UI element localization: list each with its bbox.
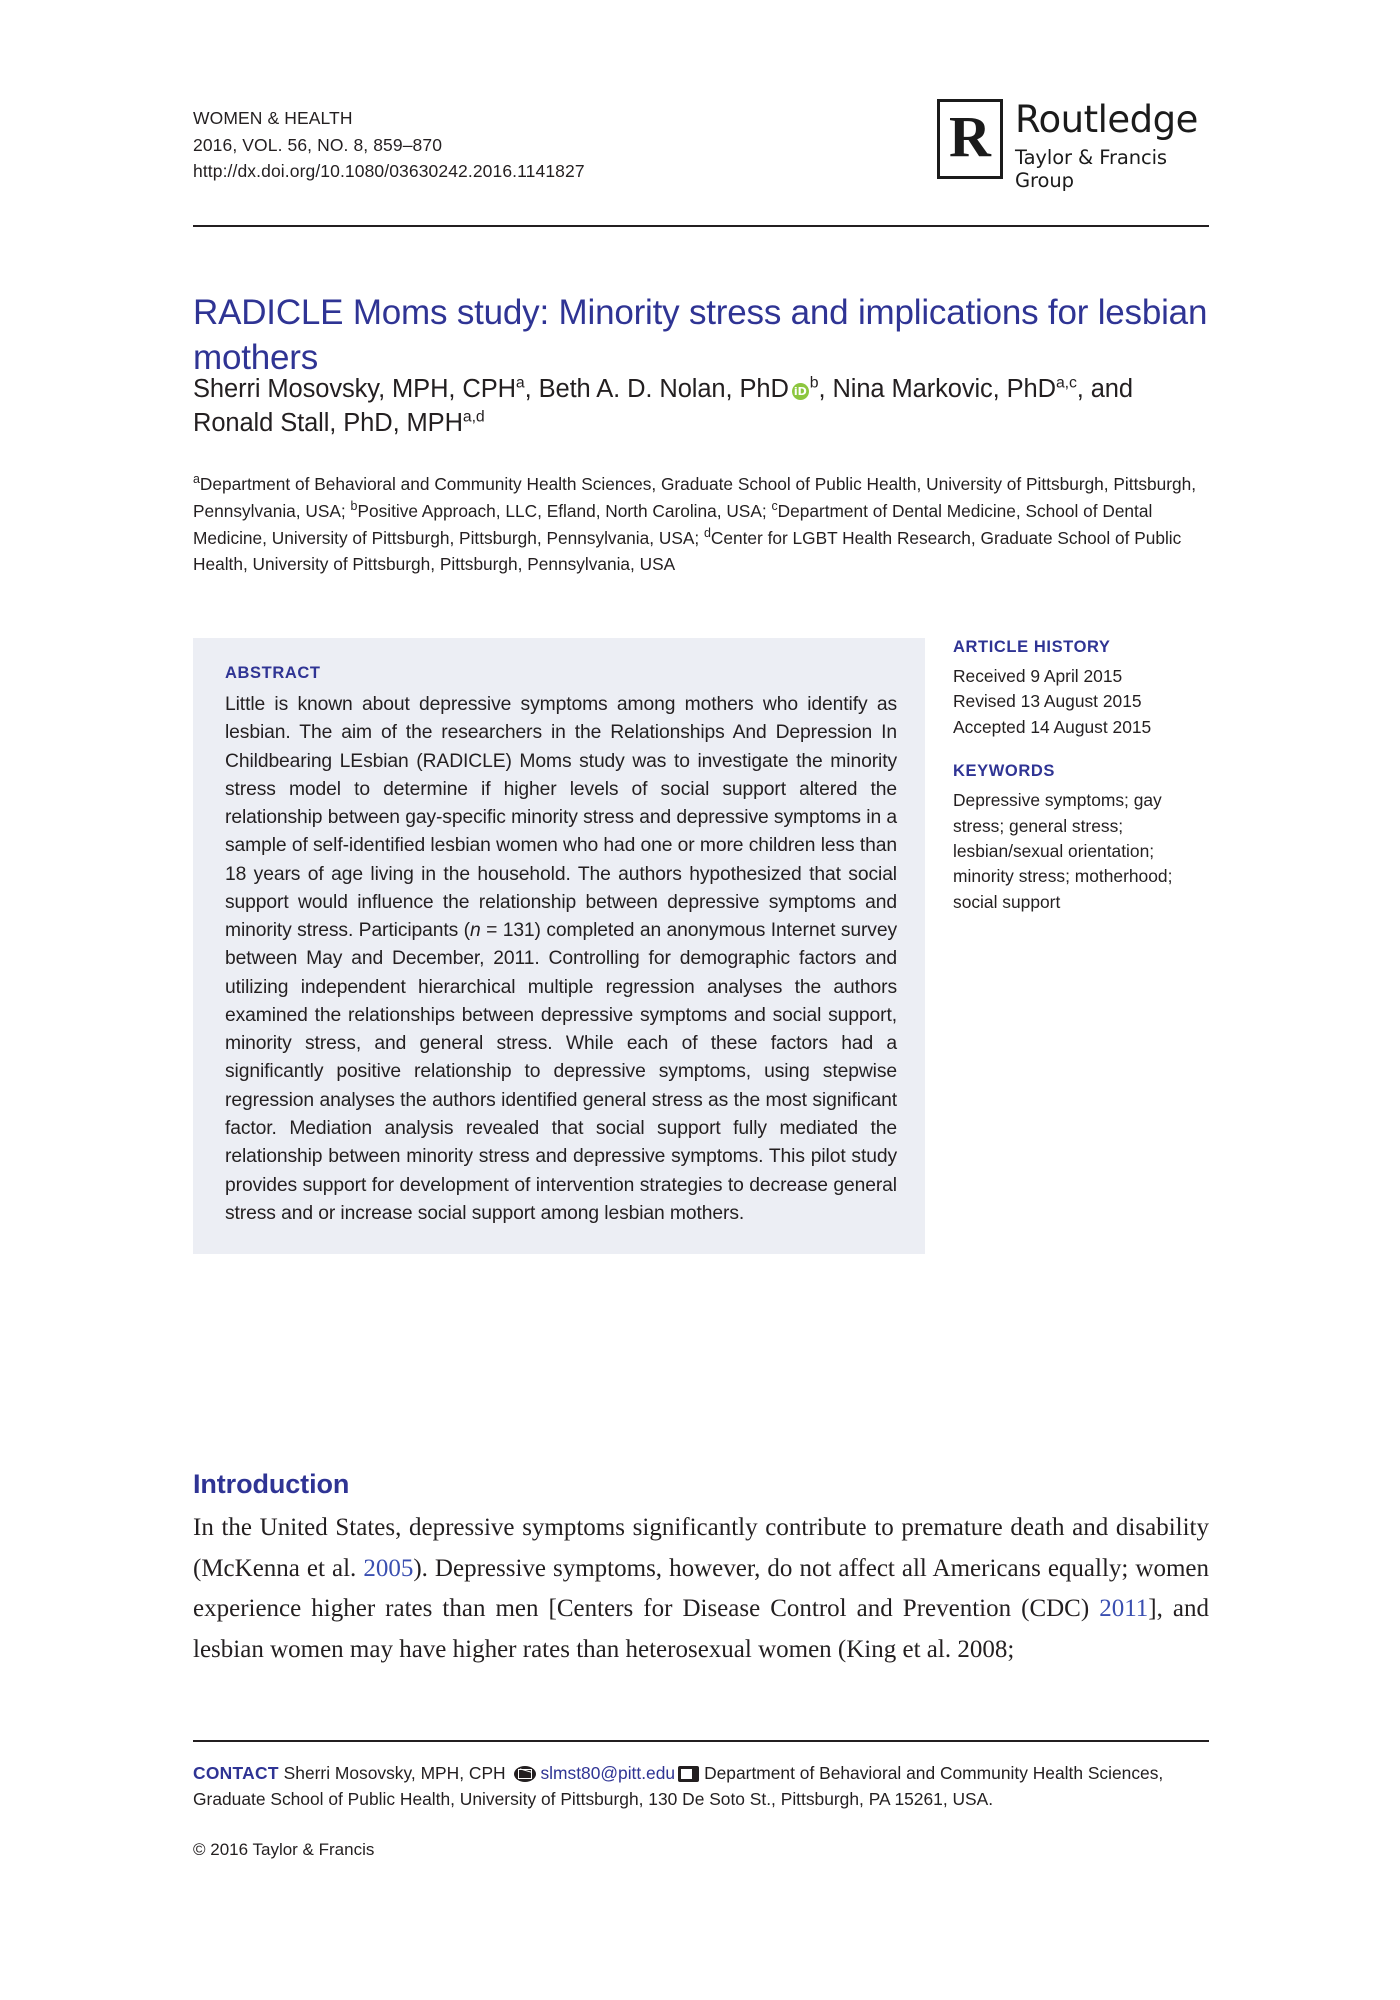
author-list xyxy=(193,372,1209,440)
journal-meta xyxy=(193,105,585,185)
author-separator-3: , and Ronald Stall, PhD, MPH xyxy=(193,375,1133,438)
abstract-panel xyxy=(193,638,925,1254)
contact-address: Department of Behavioral and Community Health Sciences, Graduate School of Public Health, University of Pittsburgh, 130 De Soto St., Pittsburgh, PA 15261, USA. xyxy=(193,1763,1164,1810)
introduction-paragraph xyxy=(193,1508,1209,1670)
header-divider xyxy=(193,225,1209,227)
author-separator-2: , Nina Markovic, PhD xyxy=(818,375,1056,403)
journal-header xyxy=(193,98,1209,195)
abstract-n-symbol: n xyxy=(470,920,481,942)
abstract-text xyxy=(225,691,897,1228)
history-received: Received 9 April 2015 xyxy=(953,666,1123,686)
copyright-line: © 2016 Taylor & Francis xyxy=(193,1840,375,1859)
intro-part-1: In the United States, depressive symptoms significantly contribute to premature death and disability (McKenna et al. xyxy=(193,1514,1209,1582)
routledge-letter: R xyxy=(949,104,991,169)
affiliations: $^a$Department of Behavioral and Community Health Sciences, Graduate School of Public Health, University of Pittsburgh, Pittsburgh, Pennsylvania, USA; $^b$Positive Approach, LLC, Efland, North Carolina, USA; $^c$Department of Dental Medicine, School of Dental Medicine, University of Pittsburgh, Pittsburgh, Pennsylvania, USA; $^d$Center for LGBT Health Research, Graduate School of Public Health, University of Pittsburgh, Pittsburgh, Pennsylvania, USA xyxy=(193,472,1197,575)
contact-label: CONTACT xyxy=(193,1763,279,1783)
issue-line: 2016, VOL. 56, NO. 8, 859–870 xyxy=(193,134,443,155)
publisher-group: Taylor & Francis Group xyxy=(1015,145,1167,192)
footer-contact xyxy=(193,1760,1209,1812)
footer-divider xyxy=(193,1740,1209,1742)
publisher-logo xyxy=(937,95,1209,192)
author-4-affil-mark: a,d xyxy=(462,408,485,426)
affil-mark-c: c xyxy=(771,499,778,514)
publisher-name: Routledge xyxy=(1015,98,1198,141)
building-icon xyxy=(678,1766,699,1782)
affil-mark-a: a xyxy=(193,472,200,486)
page-title: RADICLE Moms study: Minority stress and implications for lesbian mothers xyxy=(193,293,1208,378)
routledge-mark-icon xyxy=(937,99,1003,179)
contact-email[interactable]: slmst80@pitt.edu xyxy=(540,1763,676,1783)
abstract-part-2: = 131) completed an anonymous Internet survey between May and December, 2011. Controlling for demographic factors and utilizing independent hierarchical multiple regression analyses the authors examined the relationships between depressive symptoms and social support, minority stress, and general stress. While each of these factors had a significantly positive relationship to depressive symptoms, using stepwise regression analyses the authors identified general stress as the most significant factor. Mediation analysis revealed that social support fully mediated the relationship between minority stress and depressive symptoms. This pilot study provides support for development of intervention strategies to decrease general stress and or increase social support among lesbian mothers. xyxy=(225,920,898,1224)
keywords-label: KEYWORDS xyxy=(953,762,1055,781)
orcid-icon[interactable]: iD xyxy=(792,383,809,400)
envelope-icon xyxy=(514,1766,536,1782)
author-3-affil-mark: a,c xyxy=(1055,374,1077,392)
section-heading-introduction: Introduction xyxy=(193,1469,350,1500)
affil-mark-d: d xyxy=(704,526,711,541)
keywords-text: Depressive symptoms; gay stress; general stress; lesbian/sexual orientation; minority stress; motherhood; social support xyxy=(953,790,1173,912)
article-meta-column xyxy=(953,638,1215,915)
intro-part-3: ], and lesbian women may have higher rates than heterosexual women (King et al. 2008; xyxy=(193,1595,1209,1663)
affil-mark-b: b xyxy=(350,499,358,514)
history-revised: Revised 13 August 2015 xyxy=(953,691,1142,712)
contact-name: Sherri Mosovsky, MPH, CPH xyxy=(283,1763,506,1783)
intro-part-2: ). Depressive symptoms, however, do not affect all Americans equally; women experience higher rates than men [Centers for Disease Control and Prevention (CDC) xyxy=(193,1554,1209,1622)
author-1-affil-mark: a xyxy=(515,374,525,392)
abstract-label: ABSTRACT xyxy=(225,664,321,682)
author-2-affil-mark: b xyxy=(809,374,819,392)
publisher-logo-text xyxy=(1015,98,1209,192)
citation-cdc-2011[interactable]: 2011 xyxy=(1099,1595,1149,1622)
doi-link[interactable]: http://dx.doi.org/10.1080/03630242.2016.1141827 xyxy=(193,161,585,182)
article-history-label: ARTICLE HISTORY xyxy=(953,638,1111,656)
abstract-part-1: Little is known about depressive symptoms among mothers who identify as lesbian. The aim of the researchers in the Relationships And Depression In Childbearing LEsbian (RADICLE) Moms study was to investigate the minority stress model to determine if higher levels of social support altered the relationship between gay-specific minority stress and depressive symptoms in a sample of self-identified lesbian women who had one or more children less than 18 years of age living in the household. The authors hypothesized that social support would influence the relationship between depressive symptoms and minority stress. Participants ( xyxy=(225,694,897,942)
author-1: Sherri Mosovsky, MPH, CPH xyxy=(193,375,516,403)
author-separator-1: , Beth A. D. Nolan, PhD xyxy=(524,375,789,403)
journal-name: WOMEN & HEALTH xyxy=(193,108,353,128)
citation-mckenna-2005[interactable]: 2005 xyxy=(363,1554,414,1582)
history-accepted: Accepted 14 August 2015 xyxy=(953,716,1152,737)
